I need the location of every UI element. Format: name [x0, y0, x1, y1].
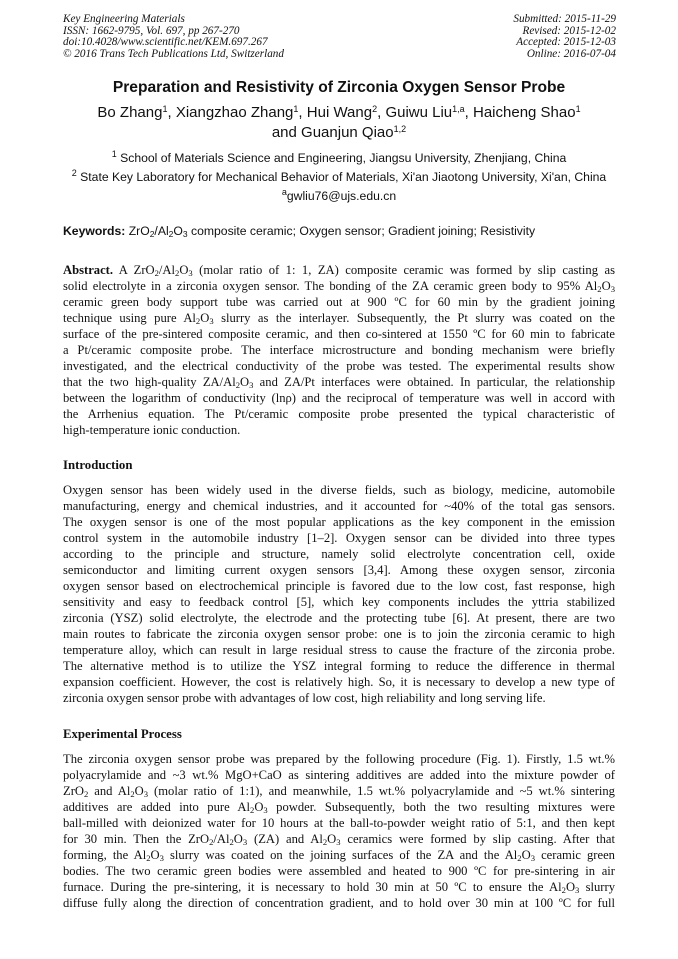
intro-line: zirconia oxygen sensor probe with advantages of low cost, high reliability and long serving life.	[63, 691, 546, 705]
intro-line: manufacturing, energy and chemical industries, and it accounted for ~40% of the total gas sensors.	[63, 499, 615, 513]
issn-line: ISSN: 1662-9795, Vol. 697, pp 267-270	[63, 24, 240, 37]
experimental-line: polyacrylamide and ~3 wt.% MgO+CaO as sintering additives are added into the mixture powder of	[63, 768, 615, 782]
experimental-line: diffuse fully along the direction of concentration gradient, and to hold over 30 min at 100 ºC for full	[63, 896, 615, 910]
introduction-body	[63, 482, 615, 706]
abstract	[63, 262, 615, 438]
experimental-line: bodies. The two ceramic green bodies were assembled and heated to 900 ºC for pre-sintering in air	[63, 864, 615, 878]
abstract-line: solid electrolyte in a zirconia oxygen sensor. The bonding of the ZA ceramic green body to 95% $Al_2O_3$	[63, 279, 615, 294]
experimental-line: forming, the $Al_2O_3$ slurry was coated on the joining surfaces of the ZA and the $Al_2O_3$ ceramic green	[63, 848, 615, 863]
abstract-line: ceramic green body support tube was carried out at 900 ºC for 60 min by the gradient joining	[63, 295, 615, 309]
copyright-line: © 2016 Trans Tech Publications Ltd, Switzerland	[63, 47, 284, 60]
email-text: gwliu76@ujs.edu.cn	[286, 189, 397, 203]
affiliation-mark: 1	[111, 149, 117, 159]
experimental-line: The zirconia oxygen sensor probe was prepared by the following procedure (Fig. 1). Firstly, 1.5 wt.%	[63, 752, 615, 766]
author-name: Xiangzhao Zhang	[175, 104, 294, 121]
intro-line: according to the principle and structure, namely solid electrolyte concentration cell, oxide	[63, 547, 615, 561]
affiliation-2	[0, 170, 678, 184]
author-name: Bo Zhang	[97, 104, 163, 121]
author-name: Haicheng Shao	[473, 104, 576, 121]
experimental-line: ball-milled with deionized water for 10 hours at the ball-to-powder weight ratio of 5:1, and then kept	[63, 816, 615, 830]
intro-line: Oxygen sensor has been widely used in the diverse fields, such as biology, medicine, automobile	[63, 483, 615, 497]
intro-line: The alternative method is to utilize the YSZ integral forming to reduce the difference in thermal	[63, 659, 615, 673]
abstract-line: a Pt/ceramic composite probe. The interface microstructure and bonding mechanism were briefly	[63, 343, 615, 357]
intro-line: control system in the automobile industry [1–2]. Oxygen sensor can be divided into three types	[63, 531, 615, 545]
intro-line: The oxygen sensor is one of the most popular applications as the key component in the emission	[63, 515, 615, 529]
abstract-line: technique using pure $Al_2O_3$ slurry as the interlayer. Subsequently, the Pt slurry was coated on the	[63, 311, 615, 326]
keywords-label: Keywords:	[63, 224, 126, 238]
submitted-date: Submitted: 2015-11-29	[513, 13, 616, 25]
abstract-line: investigated, and the electrical conductivity of the probe was tested. The experimental results show	[63, 359, 615, 373]
keywords	[63, 224, 623, 238]
author-affiliation-mark: 1	[575, 104, 581, 114]
author-affiliation-mark: 2	[372, 104, 378, 114]
keywords-text: $ZrO_2/Al_2O_3$ composite ceramic; Oxygen sensor; Gradient joining; Resistivity	[128, 224, 536, 239]
authors-joiner: and	[271, 124, 297, 141]
affiliation-mark: 2	[71, 168, 77, 178]
paper-title: Preparation and Resistivity of Zirconia Oxygen Sensor Probe	[112, 79, 566, 96]
author-affiliation-mark: 1	[162, 104, 168, 114]
intro-line: oxygen sensor based on electrochemical principle is favored due to the low cost, fast response, high	[63, 579, 615, 593]
abstract-line: high-temperature ionic conduction.	[63, 423, 241, 437]
author-name: Guiwu Liu	[385, 104, 453, 121]
abstract-label: Abstract.	[63, 263, 114, 277]
corresponding-email	[0, 189, 678, 203]
intro-line: expansion coefficient. However, the cost is relatively high. So, it is necessary to develop a new type of	[63, 675, 615, 689]
abstract-line: that the two high-quality $ZA/Al_2O_3$ and ZA/Pt interfaces were obtained. In particular, the relationship	[63, 375, 615, 390]
journal-info	[63, 14, 284, 60]
experimental-line: furnace. During the pre-sintering, it is necessary to hold 30 min at 50 ºC to ensure the $Al_2O_3$ slurry	[63, 880, 615, 895]
author-name: Hui Wang	[306, 104, 373, 121]
abstract-line-text: A $ZrO_2/Al_2O_3$ (molar ratio of 1: 1, ZA) composite ceramic was formed by slip casting as	[118, 263, 615, 278]
abstract-line: the Arrhenius equation. The Pt/ceramic composite probe presented the typical characteristic of	[63, 407, 615, 421]
revised-date: Revised: 2015-12-02	[522, 24, 616, 37]
affiliation-text: School of Materials Science and Engineering, Jiangsu University, Zhenjiang, China	[120, 151, 567, 165]
abstract-line	[63, 262, 615, 278]
intro-line: main routes to fabricate the zirconia oxygen sensor probe: one is to join the zirconia ceramic to high	[63, 627, 615, 641]
affiliation-1	[0, 151, 678, 165]
experimental-line: for 30 min. Then the $ZrO_2/Al_2O_3$ (ZA) and $Al_2O_3$ ceramics were formed by slip casting. After that	[63, 832, 615, 847]
author-affiliation-mark: 1,a	[452, 104, 465, 114]
accepted-date: Accepted: 2015-12-03	[516, 36, 616, 49]
intro-line: zirconia (YSZ) solid electrolyte, the electrode and the protecting tube [6]. At present, there are two	[63, 611, 615, 625]
submission-dates	[513, 14, 616, 60]
experimental-body	[63, 751, 615, 911]
author-affiliation-mark: 1,2	[393, 124, 407, 134]
intro-line: semiconductor and limiting current oxygen sensors [3,4]. Among these oxygen sensor, zirconia	[63, 563, 615, 577]
intro-line: sensitivity and easy to feedback control [5], which key components includes the yttria stabilized	[63, 595, 615, 609]
doi-line: doi:10.4028/www.scientific.net/KEM.697.267	[63, 36, 268, 49]
author-list: Bo Zhang$^1$, Xiangzhao Zhang$^1$, Hui Wang$^2$, Guiwu Liu$^{1,a}$, Haicheng Shao$^1$ and Guanjun Qiao$^{1,2}$	[97, 104, 581, 141]
author-name: Guanjun Qiao	[301, 124, 394, 141]
affiliation-text: State Key Laboratory for Mechanical Behavior of Materials, Xi'an Jiaotong University, Xi'an, China	[80, 170, 607, 184]
section-heading-introduction: Introduction	[63, 458, 133, 472]
section-heading-experimental: Experimental Process	[63, 727, 182, 741]
online-date: Online: 2016-07-04	[526, 47, 616, 60]
abstract-line: between the logarithm of conductivity (lnρ) and the reciprocal of temperature was well in accord with	[63, 391, 615, 405]
intro-line: temperature alloy, which can result in large residual stress to cause the fracture of the zirconia probe.	[63, 643, 615, 657]
journal-name: Key Engineering Materials	[63, 13, 185, 25]
author-affiliation-mark: 1	[293, 104, 299, 114]
experimental-line: additives are added into pure $Al_2O_3$ powder. Subsequently, both the two resulting mixtures were	[63, 800, 615, 815]
email-mark: a	[281, 187, 287, 197]
experimental-line: ZrO$_2$ and $Al_2O_3$ (molar ratio of 1:1), and meanwhile, 1.5 wt.% polyacrylamide and ~5 wt.% sintering	[63, 784, 615, 799]
abstract-line: surface of the pre-sintered composite ceramic, and then co-sintered at 1550 ºC for 60 min to fabricate	[63, 327, 615, 341]
